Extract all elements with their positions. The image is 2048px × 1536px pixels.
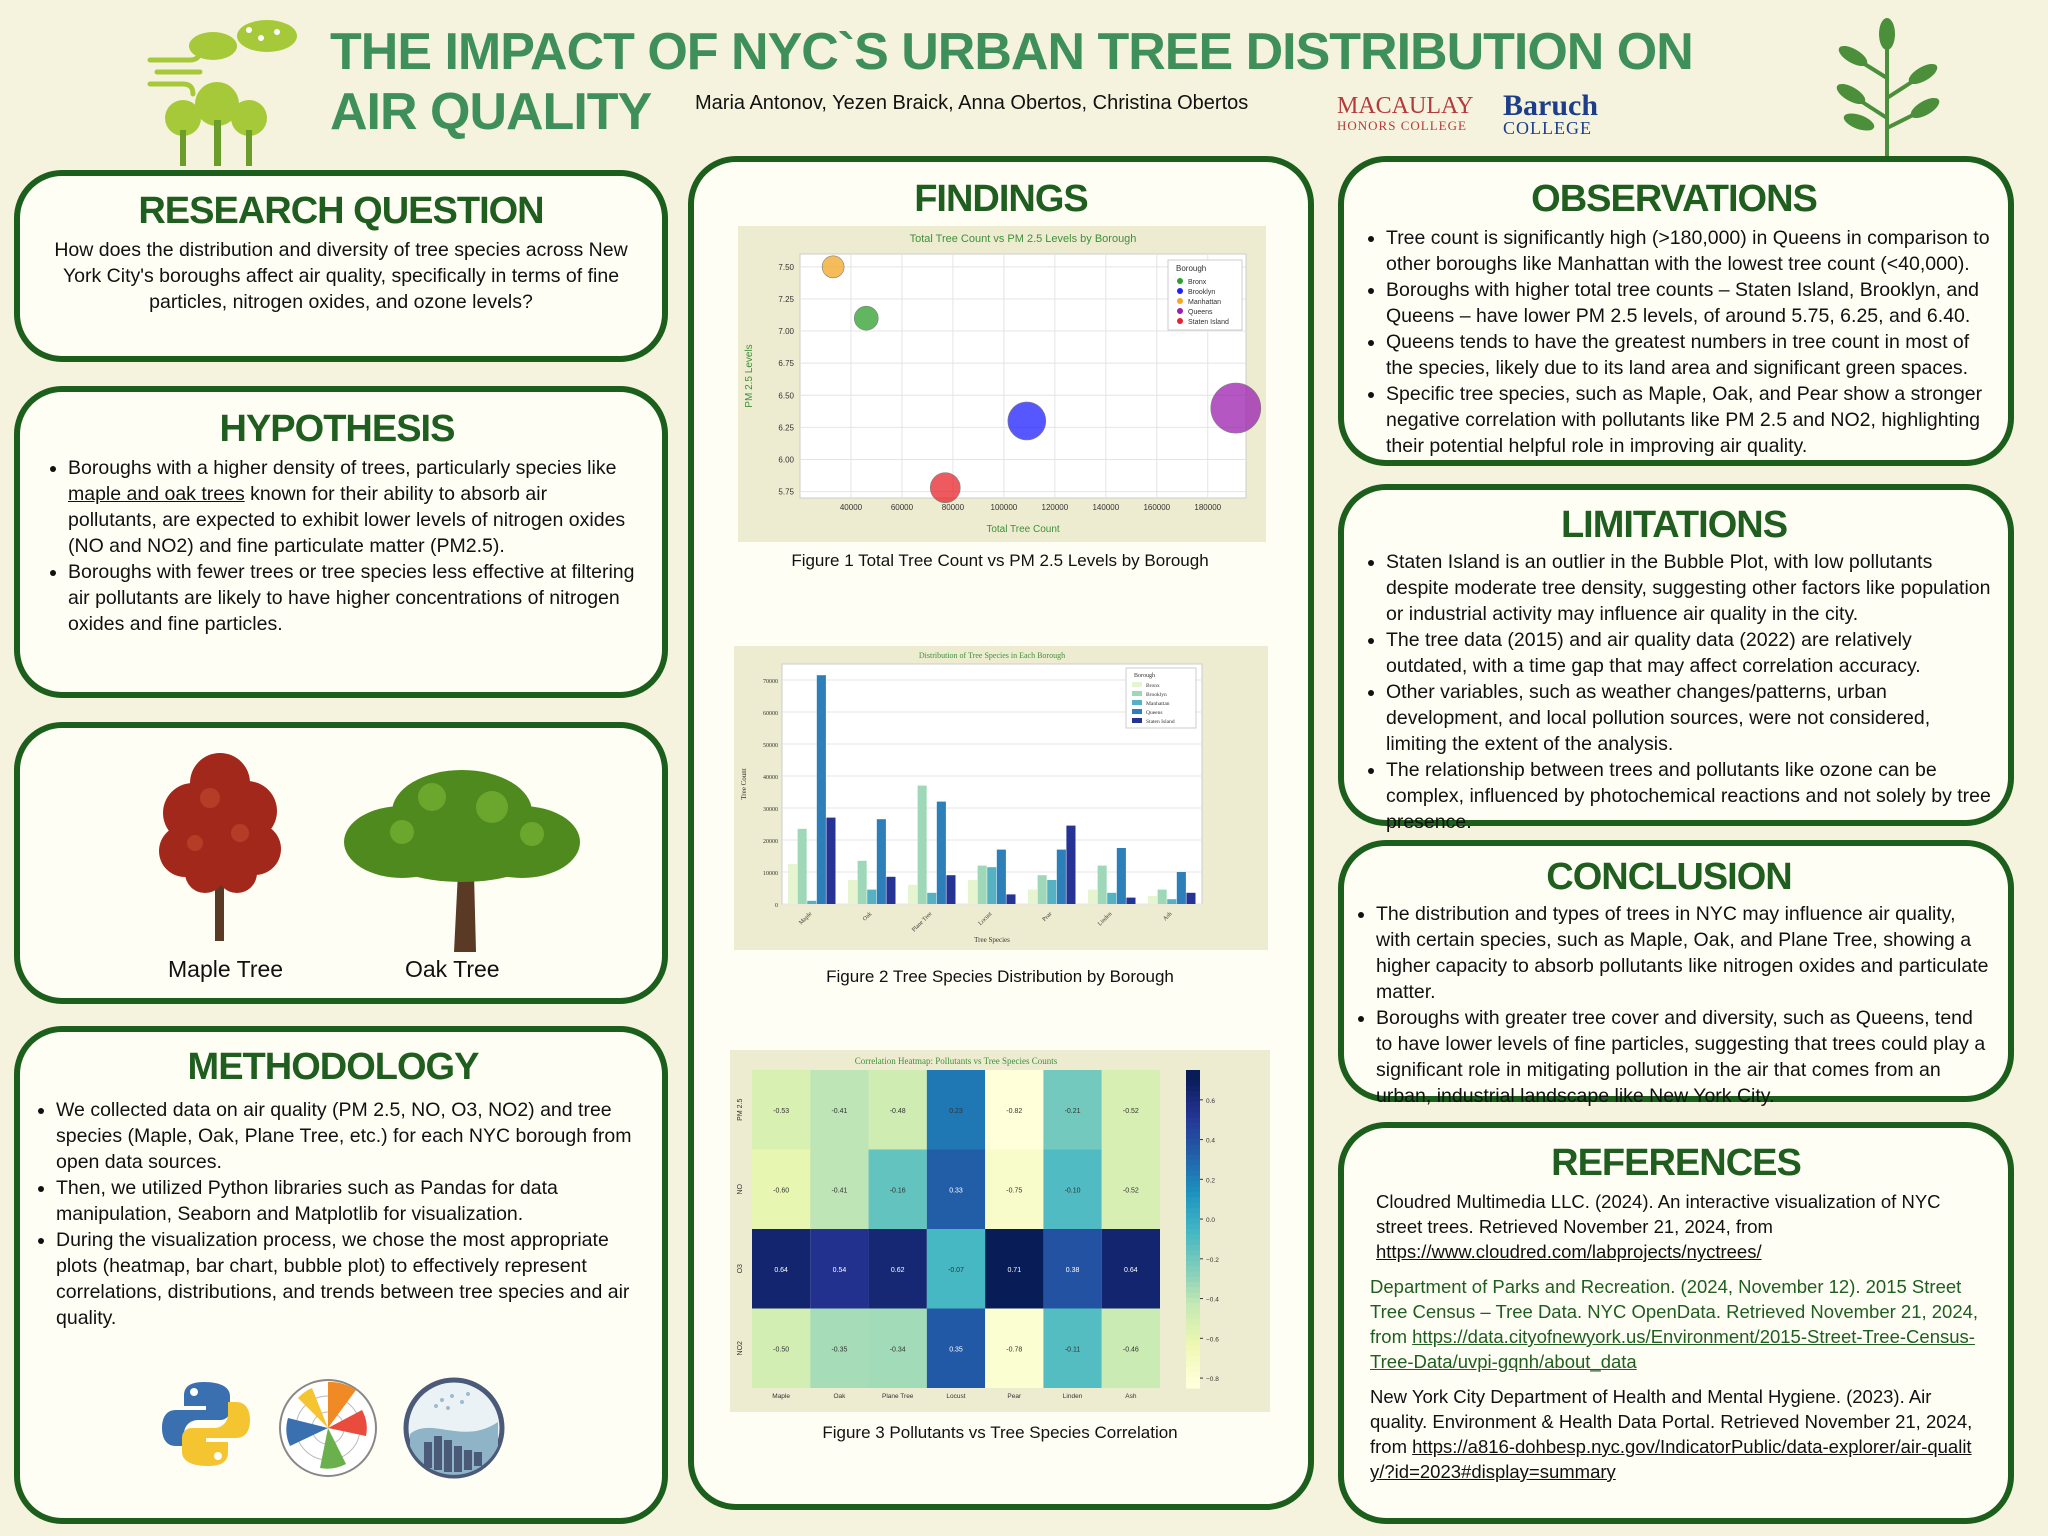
heatmap-value: -0.48 bbox=[889, 1107, 906, 1115]
column-label: Oak bbox=[833, 1393, 846, 1400]
colorbar-segment bbox=[1186, 1266, 1200, 1272]
bar-ash-queens bbox=[1177, 872, 1186, 904]
limitations-bullet-4: • The relationship between trees and pollutants like ozone can be complex, influenced by photochemical reactions and not solely by tree presence. bbox=[1386, 757, 1994, 835]
colorbar-segment bbox=[1186, 1123, 1200, 1129]
species-bar-chart bbox=[734, 646, 1268, 950]
y-tick-label: 6.75 bbox=[778, 359, 794, 369]
colorbar-segment bbox=[1186, 1150, 1200, 1156]
reference-3 bbox=[1370, 1384, 1982, 1484]
observations-panel bbox=[1338, 156, 2014, 466]
heatmap-value: -0.35 bbox=[831, 1346, 848, 1354]
legend-label: Bronx bbox=[1146, 683, 1160, 689]
bar-maple-brooklyn bbox=[798, 829, 807, 904]
colorbar-segment bbox=[1186, 1256, 1200, 1262]
conclusion-bullet-1: • The distribution and types of trees in NYC may influence air quality, with certain species, such as Maple, Oak, and Plane Tree, showing a higher capacity to absorb pollutants like nitrogen oxides and particulate matter. bbox=[1376, 901, 1994, 1005]
oak-tree-image bbox=[342, 752, 582, 952]
macaulay-logo-text: MACAULAY bbox=[1337, 93, 1474, 119]
y-tick-label: 30000 bbox=[763, 807, 778, 813]
colorbar-tick-label: −0.2 bbox=[1206, 1256, 1219, 1264]
colorbar-segment bbox=[1186, 1324, 1200, 1330]
colorbar-segment bbox=[1186, 1139, 1200, 1145]
colorbar-tick-label: 0.0 bbox=[1206, 1217, 1216, 1225]
legend-marker bbox=[1177, 288, 1183, 294]
reference-1-link[interactable]: https://www.cloudred.com/labprojects/nyctrees/ bbox=[1376, 1241, 1762, 1262]
colorbar-segment bbox=[1186, 1081, 1200, 1087]
legend-marker bbox=[1177, 318, 1183, 324]
x-tick-label: Linden bbox=[1097, 911, 1114, 928]
methodology-panel bbox=[14, 1026, 668, 1524]
macaulay-logo bbox=[1337, 93, 1474, 136]
column-label: Ash bbox=[1125, 1393, 1137, 1400]
conclusion-heading: CONCLUSION bbox=[1546, 856, 1792, 898]
bar-pear-brooklyn bbox=[1038, 875, 1047, 904]
colorbar-segment bbox=[1186, 1287, 1200, 1293]
colorbar-segment bbox=[1186, 1346, 1200, 1352]
maple-tree-label: Maple Tree bbox=[168, 956, 284, 982]
colorbar-segment bbox=[1186, 1165, 1200, 1171]
legend-label: Queens bbox=[1188, 309, 1213, 316]
methodology-bullet-3: • During the visualization process, we chose the most appropriate plots (heatmap, bar chart, bubble plot) to effectively represent correlations, distributions, and trends between tree species and air quality. bbox=[56, 1227, 642, 1331]
oak-tree-label: Oak Tree bbox=[405, 956, 500, 982]
y-tick-label: 7.00 bbox=[778, 327, 794, 337]
colorbar-segment bbox=[1186, 1372, 1200, 1378]
bar-maple-queens bbox=[817, 675, 826, 904]
limitations-bullet-1: • Staten Island is an outlier in the Bubble Plot, with low pollutants despite moderate tree density, suggesting other factors like population or industrial activity may influence air quality in the city. bbox=[1386, 549, 1994, 627]
colorbar-tick-label: 0.6 bbox=[1206, 1097, 1216, 1105]
bar-maple-staten-island bbox=[826, 818, 835, 904]
colorbar-segment bbox=[1186, 1362, 1200, 1368]
colorbar-segment bbox=[1186, 1367, 1200, 1373]
row-label: NO2 bbox=[737, 1341, 744, 1356]
chart-title: Total Tree Count vs PM 2.5 Levels by Borough bbox=[909, 233, 1137, 245]
hypothesis-b1-pre: Boroughs with a higher density of trees, particularly species like bbox=[68, 457, 617, 479]
colorbar-segment bbox=[1186, 1234, 1200, 1240]
colorbar-segment bbox=[1186, 1224, 1200, 1230]
hypothesis-panel bbox=[14, 386, 668, 698]
figure-1-panel bbox=[738, 226, 1266, 542]
y-tick-label: 70000 bbox=[763, 679, 778, 685]
reference-2 bbox=[1370, 1274, 1982, 1374]
bubble-manhattan bbox=[822, 256, 844, 278]
heatmap-value: -0.82 bbox=[1006, 1107, 1023, 1115]
heatmap-value: -0.46 bbox=[1122, 1346, 1139, 1354]
colorbar-segment bbox=[1186, 1293, 1200, 1299]
bar-locust-manhattan bbox=[987, 867, 996, 904]
poster-title: THE IMPACT OF NYC`S URBAN TREE DISTRIBUTION ON AIR QUALITY bbox=[330, 23, 1693, 141]
heatmap-value: 0.62 bbox=[890, 1266, 905, 1274]
heatmap-value: -0.10 bbox=[1064, 1187, 1081, 1195]
heatmap-value: -0.53 bbox=[773, 1107, 790, 1115]
limitations-bullet-2: • The tree data (2015) and air quality data (2022) are relatively outdated, with a time gap that may affect correlation accuracy. bbox=[1386, 627, 1994, 679]
colorbar-segment bbox=[1186, 1340, 1200, 1346]
observations-bullet-3: • Queens tends to have the greatest numbers in tree count in most of the species, likely due to its land area and significant green spaces. bbox=[1386, 329, 1994, 381]
bar-linden-manhattan bbox=[1107, 893, 1116, 904]
figure-1-caption: Figure 1 Total Tree Count vs PM 2.5 Levels by Borough bbox=[791, 551, 1209, 570]
row-label: O3 bbox=[737, 1264, 744, 1274]
y-axis-label: PM 2.5 Levels bbox=[744, 344, 755, 408]
colorbar-segment bbox=[1186, 1118, 1200, 1124]
colorbar-segment bbox=[1186, 1309, 1200, 1315]
findings-heading: FINDINGS bbox=[914, 178, 1088, 220]
authors: Maria Antonov, Yezen Braick, Anna Obertos, Christina Obertos bbox=[695, 92, 1249, 114]
legend-marker bbox=[1177, 308, 1183, 314]
bar-ash-staten-island bbox=[1186, 893, 1195, 904]
colorbar-segment bbox=[1186, 1218, 1200, 1224]
colorbar-segment bbox=[1186, 1097, 1200, 1103]
y-tick-label: 0 bbox=[775, 903, 778, 909]
correlation-heatmap bbox=[730, 1050, 1270, 1412]
row-label: NO bbox=[737, 1184, 744, 1195]
hypothesis-bullet-1 bbox=[68, 455, 638, 559]
column-label: Locust bbox=[946, 1393, 966, 1400]
y-tick-label: 5.75 bbox=[778, 487, 794, 497]
colorbar-segment bbox=[1186, 1377, 1200, 1383]
bar-plane-tree-manhattan bbox=[927, 893, 936, 904]
y-tick-label: 20000 bbox=[763, 839, 778, 845]
conclusion-bullet-2: • Boroughs with greater tree cover and diversity, such as Queens, tend to have lower levels of fine particles, suggesting that trees could play a significant role in mitigating pollution in the air that comes from an urban, industrial landscape like New York City. bbox=[1376, 1005, 1994, 1109]
x-tick-label: Maple bbox=[798, 911, 814, 927]
heatmap-value: -0.78 bbox=[1006, 1346, 1023, 1354]
colorbar-segment bbox=[1186, 1250, 1200, 1256]
colorbar-segment bbox=[1186, 1107, 1200, 1113]
colorbar-tick-label: 0.4 bbox=[1206, 1137, 1216, 1145]
colorbar-segment bbox=[1186, 1245, 1200, 1251]
limitations-list bbox=[1354, 549, 1994, 835]
heatmap-value: -0.50 bbox=[773, 1346, 790, 1354]
x-tick-label: Oak bbox=[862, 911, 874, 923]
x-tick-label: 180000 bbox=[1194, 503, 1222, 512]
observations-bullet-2: • Boroughs with higher total tree counts – Staten Island, Brooklyn, and Queens – have lower PM 2.5 levels, of around 5.75, 6.25, and 6.40. bbox=[1386, 277, 1994, 329]
wind-clouds-trees-graphic bbox=[145, 8, 325, 168]
hypothesis-bullet-2: • Boroughs with fewer trees or tree species less effective at filtering air pollutants are likely to have higher concentrations of nitrogen oxides and fine particles. bbox=[68, 559, 638, 637]
limitations-bullet-3: • Other variables, such as weather changes/patterns, urban development, and local pollution sources, were not considered, limiting the extent of the analysis. bbox=[1386, 679, 1994, 757]
colorbar-segment bbox=[1186, 1197, 1200, 1203]
colorbar-segment bbox=[1186, 1271, 1200, 1277]
matplotlib-logo-icon bbox=[276, 1376, 380, 1480]
heatmap-value: 0.35 bbox=[949, 1346, 963, 1354]
y-tick-label: 6.50 bbox=[778, 391, 794, 401]
colorbar-segment bbox=[1186, 1128, 1200, 1134]
y-tick-label: 6.00 bbox=[778, 455, 794, 465]
heatmap-value: 0.54 bbox=[832, 1266, 847, 1274]
bar-ash-manhattan bbox=[1167, 899, 1176, 904]
figure-3-panel bbox=[730, 1050, 1270, 1412]
reference-1 bbox=[1370, 1189, 1982, 1264]
legend-marker bbox=[1132, 691, 1142, 696]
heatmap-value: -0.52 bbox=[1122, 1187, 1139, 1195]
bubble-chart bbox=[738, 226, 1266, 542]
heatmap-value: 0.33 bbox=[949, 1187, 963, 1195]
limitations-panel bbox=[1338, 484, 2014, 833]
conclusion-panel bbox=[1338, 840, 2014, 1107]
figure-2-panel bbox=[734, 646, 1268, 950]
heatmap-value: -0.16 bbox=[889, 1187, 906, 1195]
bar-maple-manhattan bbox=[807, 901, 816, 904]
legend-marker bbox=[1132, 718, 1142, 723]
column-label: Plane Tree bbox=[881, 1393, 914, 1400]
reference-2-text: Department of Parks and Recreation. (2024, November 12). 2015 Street Tree Census – Tree Data. NYC OpenData. Retrieved November 21, 2024, from bbox=[1370, 1276, 1979, 1347]
colorbar-segment bbox=[1186, 1181, 1200, 1187]
observations-bullet-1: • Tree count is significantly high (>180,000) in Queens in comparison to other boroughs like Manhattan with the lowest tree count (<40,000). bbox=[1386, 225, 1994, 277]
reference-1-text: Cloudred Multimedia LLC. (2024). An interactive visualization of NYC street trees. Retrieved November 21, 2024, from bbox=[1376, 1191, 1941, 1237]
hypothesis-list bbox=[36, 455, 638, 637]
legend-title: Borough bbox=[1176, 264, 1207, 273]
heatmap-value: -0.21 bbox=[1064, 1107, 1081, 1115]
legend-marker bbox=[1132, 682, 1142, 687]
bar-linden-staten-island bbox=[1126, 898, 1135, 904]
research-question-text: How does the distribution and diversity of tree species across New York City's boroughs affect air quality, specifically in terms of fine particles, nitrogen oxides, and ozone levels? bbox=[54, 239, 628, 313]
colorbar-segment bbox=[1186, 1319, 1200, 1325]
x-tick-label: Plane Tree bbox=[911, 911, 934, 934]
x-tick-label: 80000 bbox=[941, 503, 965, 512]
x-tick-label: 100000 bbox=[990, 503, 1018, 512]
reference-3-text: New York City Department of Health and Mental Hygiene. (2023). Air quality. Environment & Health Data Portal. Retrieved November 21, 2024, from bbox=[1370, 1386, 1973, 1457]
sapling-icon bbox=[1825, 18, 1950, 158]
hypothesis-b1-post: known for their ability to absorb air pollutants, are expected to exhibit lower levels of nitrogen oxides (NO and NO2) and fine particulate matter (PM2.5). bbox=[68, 483, 626, 557]
colorbar-segment bbox=[1186, 1261, 1200, 1267]
colorbar-segment bbox=[1186, 1383, 1200, 1389]
bar-maple-bronx bbox=[788, 864, 797, 904]
colorbar-segment bbox=[1186, 1171, 1200, 1177]
colorbar-segment bbox=[1186, 1240, 1200, 1246]
bar-plane-tree-bronx bbox=[908, 885, 917, 904]
legend-label: Queens bbox=[1146, 710, 1163, 716]
reference-2-link[interactable]: https://data.cityofnewyork.us/Environment/2015-Street-Tree-Census-Tree-Data/uvpi-gqnh/about_data bbox=[1370, 1326, 1975, 1372]
methodology-bullet-2: • Then, we utilized Python libraries such as Pandas for data manipulation, Seaborn and Matplotlib for visualization. bbox=[56, 1175, 642, 1227]
legend-marker bbox=[1132, 709, 1142, 714]
baruch-logo bbox=[1503, 89, 1599, 139]
column-label: Linden bbox=[1062, 1393, 1083, 1400]
bubble-bronx bbox=[854, 306, 878, 330]
chart-title: Correlation Heatmap: Pollutants vs Tree Species Counts bbox=[854, 1056, 1058, 1066]
heatmap-value: 0.38 bbox=[1065, 1266, 1080, 1274]
observations-bullet-4: • Specific tree species, such as Maple, Oak, and Pear show a stronger negative correlation with pollutants like PM 2.5 and NO2, highlighting their potential helpful role in improving air quality. bbox=[1386, 381, 1994, 459]
bar-oak-bronx bbox=[848, 880, 857, 904]
maple-tree-image bbox=[155, 743, 285, 943]
bubble-staten-island bbox=[930, 473, 960, 503]
references-panel bbox=[1338, 1122, 2014, 1524]
colorbar-segment bbox=[1186, 1070, 1200, 1076]
y-tick-label: 6.25 bbox=[778, 423, 794, 433]
baruch-logo-text: Baruch bbox=[1503, 89, 1599, 122]
bar-locust-bronx bbox=[968, 880, 977, 904]
colorbar-segment bbox=[1186, 1335, 1200, 1341]
observations-heading: OBSERVATIONS bbox=[1531, 178, 1817, 220]
colorbar-segment bbox=[1186, 1075, 1200, 1081]
legend-label: Staten Island bbox=[1146, 719, 1175, 725]
baruch-logo-sub: COLLEGE bbox=[1503, 118, 1592, 138]
x-tick-label: Locust bbox=[977, 911, 994, 927]
legend-marker bbox=[1132, 700, 1142, 705]
colorbar-tick-label: −0.6 bbox=[1206, 1336, 1219, 1344]
heatmap-value: -0.34 bbox=[889, 1346, 906, 1354]
bar-pear-bronx bbox=[1028, 890, 1037, 904]
x-tick-label: 140000 bbox=[1092, 503, 1120, 512]
colorbar-segment bbox=[1186, 1229, 1200, 1235]
bar-locust-staten-island bbox=[1006, 894, 1015, 904]
y-tick-label: 7.25 bbox=[778, 294, 794, 304]
colorbar-segment bbox=[1186, 1203, 1200, 1209]
legend-label: Manhattan bbox=[1188, 299, 1222, 306]
heatmap-value: -0.41 bbox=[831, 1187, 848, 1195]
colorbar-segment bbox=[1186, 1208, 1200, 1214]
bar-linden-brooklyn bbox=[1098, 866, 1107, 904]
colorbar-tick-label: 0.2 bbox=[1206, 1177, 1216, 1185]
references-heading: REFERENCES bbox=[1551, 1142, 1801, 1184]
colorbar-segment bbox=[1186, 1144, 1200, 1150]
hypothesis-heading: HYPOTHESIS bbox=[219, 408, 455, 450]
research-question-panel bbox=[14, 170, 668, 362]
figure-2-caption: Figure 2 Tree Species Distribution by Borough bbox=[826, 967, 1174, 986]
heatmap-value: 0.64 bbox=[774, 1266, 788, 1274]
macaulay-logo-sub: HONORS COLLEGE bbox=[1337, 118, 1467, 133]
limitations-heading: LIMITATIONS bbox=[1560, 504, 1788, 546]
observations-list bbox=[1354, 225, 1994, 459]
heatmap-value: -0.52 bbox=[1122, 1107, 1139, 1115]
legend-label: Manhattan bbox=[1146, 701, 1170, 707]
legend-label: Staten Island bbox=[1188, 319, 1229, 326]
colorbar-segment bbox=[1186, 1160, 1200, 1166]
legend-label: Bronx bbox=[1188, 279, 1207, 286]
heatmap-value: 0.64 bbox=[1124, 1266, 1138, 1274]
bar-ash-bronx bbox=[1148, 896, 1157, 904]
colorbar-segment bbox=[1186, 1303, 1200, 1309]
y-axis-label: Tree Count bbox=[740, 768, 748, 800]
heatmap-value: 0.71 bbox=[1007, 1266, 1022, 1274]
y-tick-label: 60000 bbox=[763, 711, 778, 717]
x-tick-label: Pear bbox=[1041, 911, 1054, 923]
x-axis-label: Total Tree Count bbox=[986, 524, 1060, 535]
heatmap-value: -0.60 bbox=[773, 1187, 790, 1195]
figure-3-caption: Figure 3 Pollutants vs Tree Species Correlation bbox=[822, 1423, 1178, 1442]
legend-label: Brooklyn bbox=[1188, 289, 1216, 296]
maple-oak-underline: maple and oak trees bbox=[68, 483, 245, 505]
methodology-bullet-1: • We collected data on air quality (PM 2.5, NO, O3, NO2) and tree species (Maple, Oak, Plane Tree, etc.) for each NYC borough from open data sources. bbox=[56, 1097, 642, 1175]
legend-title: Borough bbox=[1134, 673, 1155, 679]
bar-plane-tree-queens bbox=[937, 802, 946, 904]
x-tick-label: 40000 bbox=[839, 503, 863, 512]
research-question-heading: RESEARCH QUESTION bbox=[138, 190, 544, 232]
bar-oak-brooklyn bbox=[858, 861, 867, 904]
y-tick-label: 10000 bbox=[763, 871, 778, 877]
colorbar-segment bbox=[1186, 1155, 1200, 1161]
reference-3-link[interactable]: https://a816-dohbesp.nyc.gov/IndicatorPublic/data-explorer/air-quality/?id=2023#display=summary bbox=[1370, 1436, 1972, 1482]
colorbar-segment bbox=[1186, 1314, 1200, 1320]
bar-linden-queens bbox=[1117, 848, 1126, 904]
colorbar-segment bbox=[1186, 1176, 1200, 1182]
colorbar-segment bbox=[1186, 1277, 1200, 1283]
bar-locust-brooklyn bbox=[978, 866, 987, 904]
seaborn-logo-icon bbox=[402, 1376, 506, 1480]
bubble-brooklyn bbox=[1008, 402, 1046, 440]
python-logo-icon bbox=[160, 1378, 252, 1470]
column-label: Maple bbox=[772, 1393, 791, 1400]
colorbar-segment bbox=[1186, 1187, 1200, 1193]
heatmap-value: 0.23 bbox=[949, 1107, 963, 1115]
bar-linden-bronx bbox=[1088, 890, 1097, 904]
bubble-queens bbox=[1211, 383, 1261, 433]
x-tick-label: Ash bbox=[1162, 911, 1174, 923]
colorbar-segment bbox=[1186, 1330, 1200, 1336]
bar-locust-queens bbox=[997, 850, 1006, 904]
heatmap-value: -0.75 bbox=[1006, 1187, 1023, 1195]
colorbar-tick-label: −0.4 bbox=[1206, 1296, 1219, 1304]
column-label: Pear bbox=[1007, 1393, 1022, 1400]
row-label: PM 2.5 bbox=[737, 1098, 744, 1121]
y-tick-label: 7.50 bbox=[778, 262, 794, 272]
heatmap-value: -0.07 bbox=[948, 1266, 964, 1274]
legend-marker bbox=[1177, 278, 1183, 284]
conclusion-list bbox=[1344, 901, 1994, 1109]
colorbar-segment bbox=[1186, 1213, 1200, 1219]
colorbar-segment bbox=[1186, 1298, 1200, 1304]
heatmap-value: -0.41 bbox=[831, 1107, 848, 1115]
chart-title: Distribution of Tree Species in Each Borough bbox=[918, 651, 1066, 660]
colorbar-segment bbox=[1186, 1091, 1200, 1097]
x-tick-label: 160000 bbox=[1143, 503, 1171, 512]
bar-oak-manhattan bbox=[867, 890, 876, 904]
colorbar-segment bbox=[1186, 1102, 1200, 1108]
trees-panel bbox=[14, 722, 668, 1004]
x-axis-label: Tree Species bbox=[974, 936, 1010, 944]
legend-label: Brooklyn bbox=[1146, 692, 1167, 698]
methodology-list bbox=[24, 1097, 642, 1331]
colorbar-segment bbox=[1186, 1282, 1200, 1288]
x-tick-label: 120000 bbox=[1041, 503, 1069, 512]
bar-plane-tree-brooklyn bbox=[918, 786, 927, 904]
colorbar-segment bbox=[1186, 1112, 1200, 1118]
colorbar-segment bbox=[1186, 1192, 1200, 1198]
bar-plane-tree-staten-island bbox=[946, 875, 955, 904]
colorbar-tick-label: −0.8 bbox=[1206, 1376, 1219, 1384]
bar-oak-queens bbox=[877, 819, 886, 904]
bar-oak-staten-island bbox=[886, 877, 895, 904]
colorbar-segment bbox=[1186, 1086, 1200, 1092]
bar-pear-queens bbox=[1057, 850, 1066, 904]
bar-ash-brooklyn bbox=[1158, 890, 1167, 904]
methodology-heading: METHODOLOGY bbox=[187, 1046, 479, 1088]
bar-pear-staten-island bbox=[1066, 826, 1075, 904]
colorbar-segment bbox=[1186, 1351, 1200, 1357]
x-tick-label: 60000 bbox=[890, 503, 914, 512]
legend-marker bbox=[1177, 298, 1183, 304]
colorbar-segment bbox=[1186, 1134, 1200, 1140]
y-tick-label: 50000 bbox=[763, 743, 778, 749]
y-tick-label: 40000 bbox=[763, 775, 778, 781]
bar-pear-manhattan bbox=[1047, 880, 1056, 904]
colorbar-segment bbox=[1186, 1356, 1200, 1362]
heatmap-value: -0.11 bbox=[1064, 1346, 1081, 1354]
